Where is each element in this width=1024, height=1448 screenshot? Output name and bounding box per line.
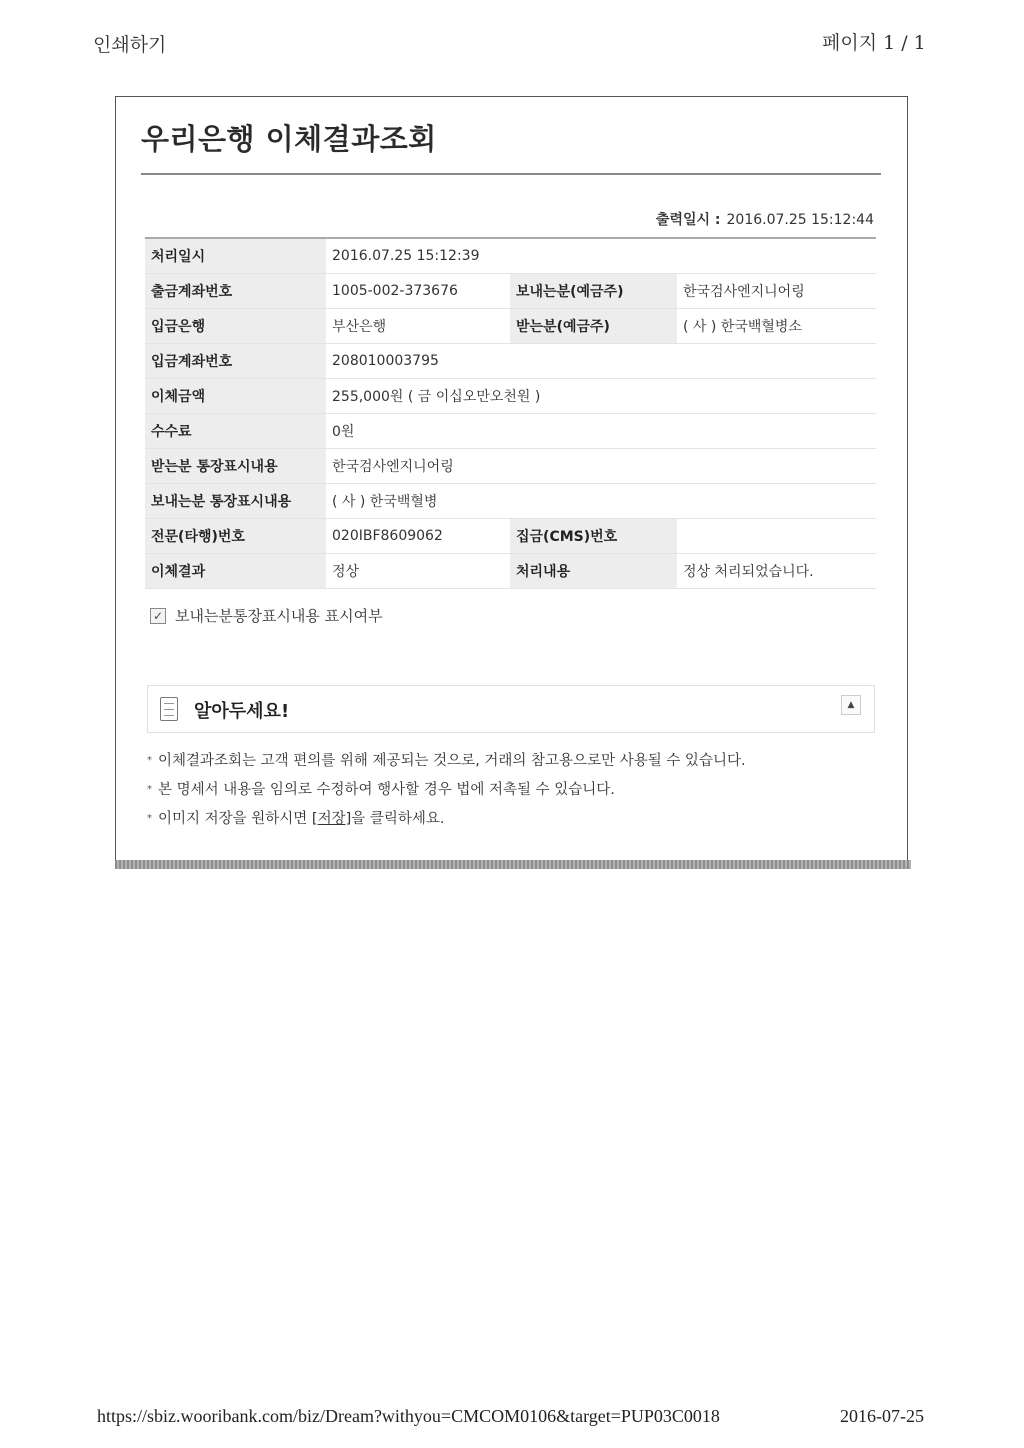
cms-no-value: [677, 519, 876, 554]
receiver-memo-label: 받는분 통장표시내용: [145, 449, 326, 484]
bullet-icon: *: [147, 784, 152, 795]
withdraw-account-value: 1005-002-373676: [326, 274, 510, 309]
table-row: [145, 379, 876, 414]
collapse-toggle-button[interactable]: ▲: [841, 695, 861, 715]
table-row: [145, 519, 876, 554]
bullet-icon: *: [147, 755, 152, 766]
sender-memo-value: ( 사 ) 한국백혈병: [326, 484, 876, 519]
sender-memo-display-option[interactable]: [150, 605, 383, 626]
table-row: [145, 238, 876, 274]
table-row: [145, 414, 876, 449]
receiver-label: 받는분(예금주): [510, 309, 677, 344]
result-label: 이체결과: [145, 554, 326, 589]
save-link[interactable]: [저장]: [311, 811, 352, 827]
print-time-value: 2016.07.25 15:12:44: [726, 212, 874, 228]
print-header-title: 인쇄하기: [93, 34, 167, 56]
list-item: [147, 779, 746, 808]
title-divider: [141, 173, 881, 175]
transfer-result-popup: [115, 96, 908, 864]
message-no-value: 020IBF8609062: [326, 519, 510, 554]
deposit-bank-label: 입금은행: [145, 309, 326, 344]
processed-at-label: 처리일시: [145, 238, 326, 274]
notice-panel: [147, 685, 875, 733]
notice-list: [147, 750, 746, 837]
sender-memo-label: 보내는분 통장표시내용: [145, 484, 326, 519]
popup-bottom-border: [115, 860, 911, 869]
fee-label: 수수료: [145, 414, 326, 449]
deposit-account-label: 입금계좌번호: [145, 344, 326, 379]
table-row: [145, 449, 876, 484]
table-row: [145, 554, 876, 589]
withdraw-account-label: 출금계좌번호: [145, 274, 326, 309]
note-text: 본 명세서 내용을 임의로 수정하여 행사할 경우 법에 저촉될 수 있습니다.: [158, 782, 615, 798]
amount-value: 255,000원 ( 금 이십오만오천원 ): [326, 379, 876, 414]
page-title: 우리은행 이체결과조회: [141, 122, 437, 156]
processed-at-value: 2016.07.25 15:12:39: [326, 238, 876, 274]
message-no-label: 전문(타행)번호: [145, 519, 326, 554]
print-footer-date: 2016-07-25: [840, 1406, 924, 1426]
list-item: [147, 808, 746, 837]
fee-value: 0원: [326, 414, 876, 449]
sender-label: 보내는분(예금주): [510, 274, 677, 309]
result-value: 정상: [326, 554, 510, 589]
print-time-label: 출력일시 :: [655, 212, 721, 228]
deposit-bank-value: 부산은행: [326, 309, 510, 344]
cms-no-label: 집금(CMS)번호: [510, 519, 677, 554]
print-footer-url: https://sbiz.wooribank.com/biz/Dream?withyou=CMCOM0106&target=PUP03C0018: [97, 1406, 720, 1426]
table-row: [145, 484, 876, 519]
note-text-suffix: 을 클릭하세요.: [351, 811, 445, 827]
list-item: [147, 750, 746, 779]
note-text: 이미지 저장을 원하시면: [158, 811, 308, 827]
receiver-memo-value: 한국검사엔지니어링: [326, 449, 876, 484]
transfer-detail-table: [145, 237, 876, 589]
notice-title: 알아두세요!: [194, 701, 290, 722]
process-detail-value: 정상 처리되었습니다.: [677, 554, 876, 589]
sender-memo-display-checkbox[interactable]: ✓: [150, 608, 166, 624]
amount-label: 이체금액: [145, 379, 326, 414]
sender-memo-display-label: 보내는분통장표시내용 표시여부: [175, 607, 383, 625]
document-icon: [160, 697, 178, 721]
table-row: [145, 274, 876, 309]
print-time: [656, 209, 874, 229]
receiver-value: ( 사 ) 한국백혈병소: [677, 309, 876, 344]
process-detail-label: 처리내용: [510, 554, 677, 589]
table-row: [145, 309, 876, 344]
sender-value: 한국검사엔지니어링: [677, 274, 876, 309]
bullet-icon: *: [147, 813, 152, 824]
print-header-page-number: 페이지 1 / 1: [822, 32, 926, 54]
note-text: 이체결과조회는 고객 편의를 위해 제공되는 것으로, 거래의 참고용으로만 사용될 수 있습니다.: [158, 753, 746, 769]
deposit-account-value: 208010003795: [326, 344, 876, 379]
table-row: [145, 344, 876, 379]
